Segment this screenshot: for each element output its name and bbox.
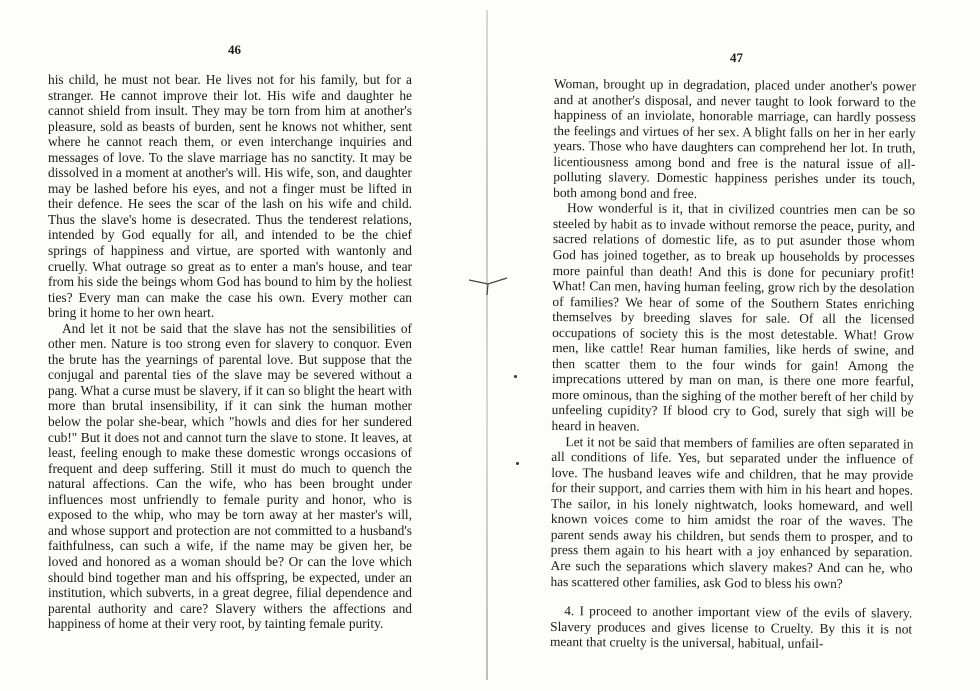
paragraph: And let it not be said that the slave has not the sensibilities of other men. Nature is too strong even for slavery to conquor. Even the brute has the yearnings of parental love. But suppose that the conjugal and parental ties of the slave may be severed without a pang. What a curse must be slavery, if it can so blight the heart with more than brutal insensibility, if it can sink the human mother below the polar she-bear, which "howls and dies for her sundered cub!" But it does not and cannot turn the slave to stone. It leaves, at least, feeling enough to make these domestic wrongs occasions of frequent and deep suffering. Still it must do much to quench the natural affections. Can the wife, who has been brought under influences most unfriendly to female purity and honor, who is exposed to the whip, who may be torn away at her master's will, and whose support and protection are not committed to a husband's faithfulness, can such a wife, if the name may be given her, be loved and honored as a woman should be? Or can the love which should bind together man and his offspring, be expected, under an institution, which subverts, in a great degree, filial dependence and parental authority and care? Slavery withers the affections and happiness of home at their very root, by tainting female purity. (48, 320, 412, 632)
page-number-right: 47 (730, 50, 743, 65)
ink-speck (514, 375, 517, 378)
paragraph: Woman, brought up in degradation, placed under another's power and at another's disposal, and never taught to look forward to the happiness of an inviolate, honorable marriage, can hardly possess the feelings and virtues of her sex. A blight falls on her in her early years. Those who have daughters can comprehend her lot. In truth, licentiousness among bond and free is the natural issue of all-polluting slavery. Domestic happiness perishes under its touch, both among bond and free. (553, 76, 916, 201)
right-page (490, 0, 980, 691)
book-gutter (486, 10, 488, 680)
paragraph: Let it not be said that members of families are often separated in all conditions of life. Yes, but separated under the influence of love. The husband leaves wife and children, that he may provide for their support, and carries them with him in his heart and hopes. The sailor, in his lonely nightwatch, looks homeward, and well known voices come to him amidst the roar of the waves. The parent sends away his children, but sends them to prosper, and to press them again to his heart with a joy enhanced by separation. Are such the separations which slavery makes? And can he, who has scattered other families, ask God to bless his own? (550, 433, 914, 591)
left-page-text (48, 72, 412, 632)
ink-speck (516, 462, 519, 465)
paragraph: 4. I proceed to another important view of the evils of slavery. Slavery produces and gives license to Cruelty. By this it is not meant that cruelty is the universal, habitual, unfail- (549, 603, 913, 652)
page-number-left: 46 (228, 42, 241, 57)
paragraph: How wonderful is it, that in civilized countries men can be so steeled by habit as to invade without remorse the peace, purity, and sacred relations of domestic life, as to put asunder those whom God has joined together, as to break up households by processes more painful than death! And this is done for pecuniary profit! What! Can men, having human feeling, grow rich by the desolation of families? We hear of some of the Southern States enriching themselves by breeding slaves for sale. Of all the licensed occupations of society this is the most detestable. What! Grow men, like cattle! Rear human families, like herds of swine, and then scatter them to the four winds for gain! Among the imprecations uttered by man on man, is there one more fearful, more ominous, than the sighing of the mother bereft of her child by unfeeling cupidity? If blood cry to God, surely that sigh will be heard in heaven. (551, 200, 916, 434)
right-page-text (550, 76, 916, 652)
paragraph: his child, he must not bear. He lives not for his family, but for a stranger. He cannot improve their lot. His wife and daughter he cannot shield from insult. They may be torn from him at another's pleasure, sold as beasts of burden, sent he knows not whither, sent where he cannot reach them, or even interchange inquiries and messages of love. To the slave marriage has no sanctity. It may be dissolved in a moment at another's will. His wife, son, and daughter may be lashed before his eyes, and not a finger must be lifted in their defence. He sees the scar of the lash on his wife and child. Thus the slave's home is desecrated. Thus the tenderest relations, intended by God equally for all, and intended to be the chief springs of happiness and virtue, are sported with wantonly and cruelly. What outrage so great as to enter a man's house, and tear from his side the beings whom God has bound to him by the holiest ties? Every man can make the case his own. Every mother can bring it home to her own heart. (48, 72, 412, 321)
